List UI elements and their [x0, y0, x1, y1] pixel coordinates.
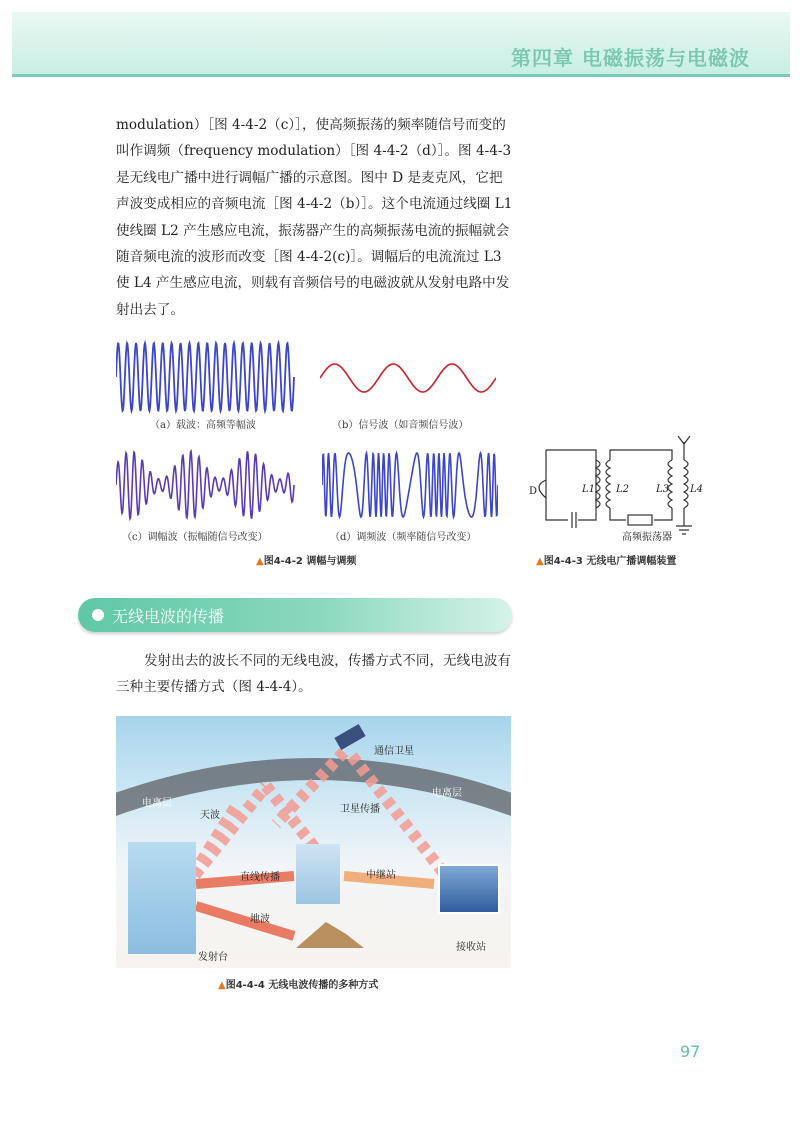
coil-l1-label: L1 [582, 484, 596, 495]
triangle-marker-icon: ▲ [256, 556, 264, 567]
figure-4-4-4-caption [218, 976, 378, 991]
caption-b: （b）信号波（如音频信号波） [332, 420, 469, 431]
satellite-label: 通信卫星 [374, 746, 414, 757]
coil-l3-label: L3 [656, 484, 670, 495]
transmitter-label: 发射台 [198, 952, 228, 963]
figure-4-4-2-caption [256, 552, 356, 567]
ionosphere-right-label: 电离层 [432, 788, 462, 799]
propagation-illustration [116, 716, 511, 968]
fm-wave [322, 450, 498, 520]
page-header [12, 12, 790, 77]
oscillator-label: 高频振荡器 [622, 532, 672, 543]
signal-wave [320, 358, 496, 398]
page-number: 97 [680, 1042, 701, 1061]
caption-a: （a）载波：高频等幅波 [150, 420, 256, 431]
coil-l4-label: L4 [690, 484, 704, 495]
transmitter-tower-image [128, 842, 196, 954]
relay-station-image [296, 844, 340, 904]
chapter-title: 第四章 电磁振荡与电磁波 [511, 46, 750, 70]
section-title: 无线电波的传播 [112, 607, 225, 626]
am-wave [116, 448, 296, 522]
figure-4-4-4-caption-text: 图4-4-4 无线电波传播的多种方式 [225, 980, 379, 991]
caption-c: （c）调幅波（振幅随信号改变） [122, 532, 268, 543]
body-paragraph-2: 发射出去的波长不同的无线电波，传播方式不同，无线电波有三种主要传播方式（图 4-4-4）。 [116, 653, 512, 696]
mic-label: D [529, 486, 538, 497]
figure-4-4-2-caption-text: 图4-4-2 调幅与调频 [263, 556, 357, 567]
bullet-icon [92, 609, 104, 621]
ionosphere-left-label: 电离层 [142, 798, 172, 809]
caption-d: （d）调频波（频率随信号改变） [330, 532, 477, 543]
ground-wave-label: 地波 [250, 914, 270, 925]
sky-wave-label: 天波 [200, 810, 220, 821]
receiver-dish-image [438, 864, 500, 914]
figure-4-4-3-caption-text: 图4-4-3 无线电广播调幅装置 [543, 556, 677, 567]
carrier-wave [116, 340, 296, 414]
am-circuit-diagram [516, 436, 706, 546]
section-heading [78, 598, 512, 632]
direct-propagation-label: 直线传播 [240, 872, 280, 883]
receiver-label: 接收站 [456, 942, 486, 953]
relay-station-label: 中继站 [366, 870, 396, 881]
figure-4-4-3-caption [536, 552, 676, 567]
triangle-marker-icon: ▲ [536, 556, 544, 567]
triangle-marker-icon: ▲ [218, 980, 226, 991]
satellite-propagation-label: 卫星传播 [340, 804, 380, 815]
coil-l2-label: L2 [616, 484, 630, 495]
body-paragraph-1: modulation）［图 4-4-2（c）］，使高频振荡的频率随信号而变的叫作调频（frequency modulation）［图 4-4-2（d）］。图 4-4-3 是无线电广播中进行调幅广播的示意图。图中 D 是麦克风，它把声波变成相应的音频电流［图 4-4-2（b）］。这个电流通过线圈 L1 使线圈 L2 产生感应电流，振荡器产生的高频振荡电流的振幅就会随音频电流的波形而改变［图 4-4-2(c)］。调幅后的电流流过 L3 使 L4 产生感应电流，则载有音频信号的电磁波就从发射电路中发射出去了。 [116, 117, 513, 318]
